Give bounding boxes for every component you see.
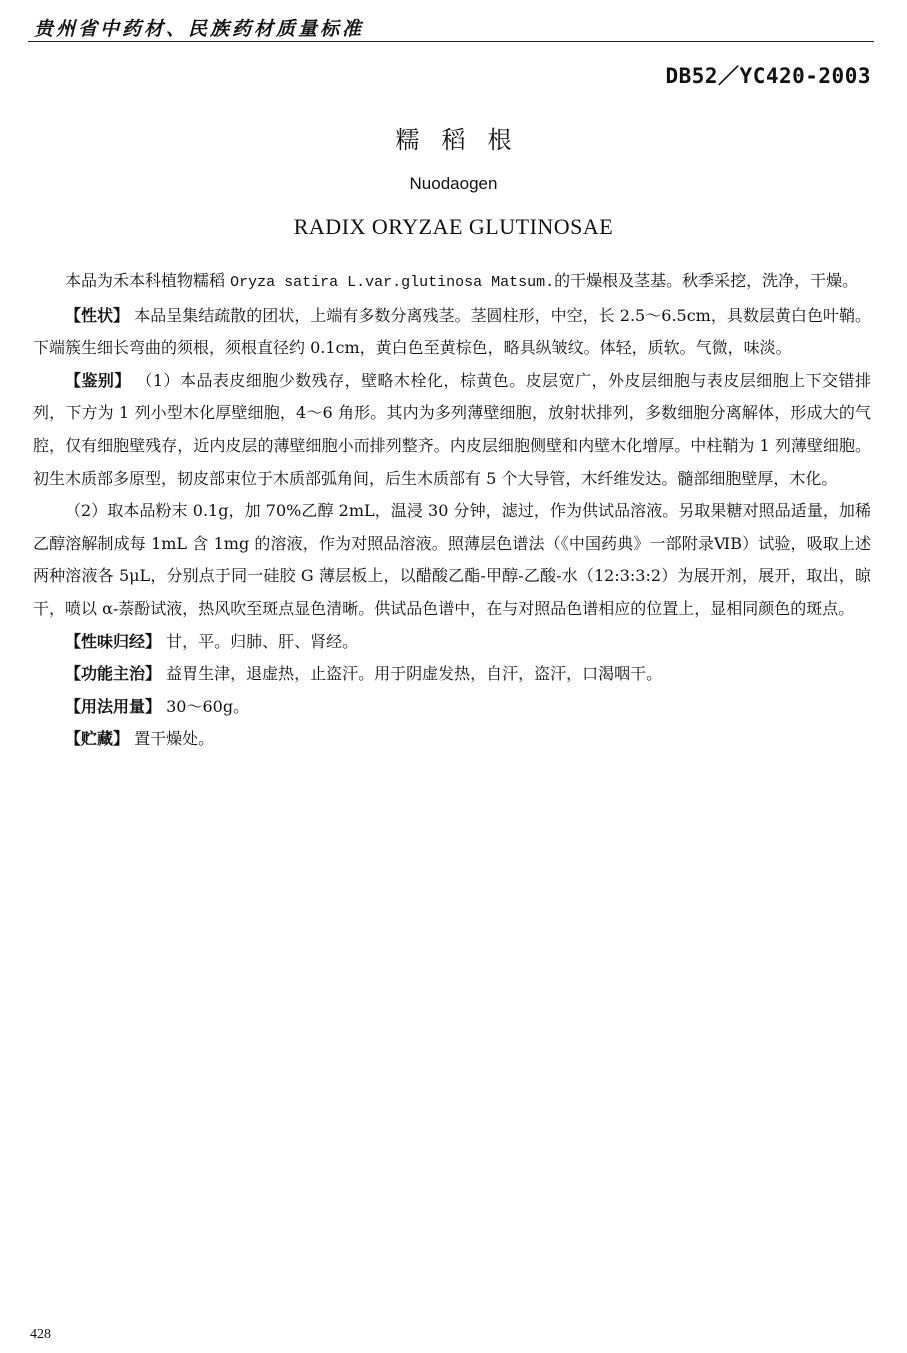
- identification-paragraph-2: [33, 495, 871, 625]
- running-header-title: 贵州省中药材、民族药材质量标准: [34, 18, 365, 40]
- characters-paragraph: [33, 300, 871, 365]
- nature-paragraph: [33, 626, 871, 659]
- dosage-text: 30～60g。: [161, 696, 250, 716]
- identification-text-1: （1）本品表皮细胞少数残存，壁略木栓化，棕黄色。皮层宽广，外皮层细胞与表皮层细胞上下交错排列，下方为 1 列小型木化厚壁细胞，4～6 角形。其内为多列薄壁细胞，放射状排列，多数细胞分离解体，形成大的气腔，仅有细胞壁残存，近内皮层的薄壁细胞小而排列整齐。内皮层细胞侧壁和内壁木化增厚。中柱鞘为 1 列薄壁细胞。初生木质部多原型，韧皮部束位于木质部弧角间，后生木质部有 5 个大导管，木纤维发达。髓部细胞壁厚，木化。: [33, 370, 871, 488]
- storage-text: 置干燥处。: [129, 729, 215, 749]
- nature-heading: 【性味归经】: [65, 631, 162, 651]
- intro-latin-name: Oryza satira L.var.glutinosa Matsum.: [230, 274, 555, 291]
- monograph-body: [33, 265, 871, 756]
- identification-paragraph-1: [33, 365, 871, 495]
- function-heading: 【功能主治】: [65, 664, 162, 684]
- title-chinese: 糯稻根: [395, 126, 534, 154]
- characters-heading: 【性状】: [65, 305, 130, 325]
- title-pinyin: Nuodaogen: [409, 174, 498, 193]
- characters-text: 本品呈集结疏散的团状，上端有多数分离残茎。茎圆柱形，中空，长 2.5～6.5cm，具数层黄白色叶鞘。下端簇生细长弯曲的须根，须根直径约 0.1cm，黄白色至黄棕色，略具纵皱纹。体轻，质软。气微，味淡。: [33, 305, 871, 358]
- intro-paragraph: [33, 265, 871, 300]
- title-latin: RADIX ORYZAE GLUTINOSAE: [293, 214, 614, 239]
- storage-heading: 【贮藏】: [65, 729, 130, 749]
- storage-paragraph: [33, 723, 871, 756]
- page-number: 428: [30, 1327, 51, 1342]
- nature-text: 甘，平。归肺、肝、肾经。: [161, 631, 359, 651]
- dosage-paragraph: [33, 691, 871, 724]
- identification-text-2: （2）取本品粉末 0.1g，加 70%乙醇 2mL，温浸 30 分钟，滤过，作为供试品溶液。另取果糖对照品适量，加稀乙醇溶解制成每 1mL 含 1mg 的溶液，作为对照品溶液。照薄层色谱法（《中国药典》一部附录ⅥB）试验，吸取上述两种溶液各 5μL，分别点于同一硅胶 G 薄层板上，以醋酸乙酯-甲醇-乙酸-水（12:3:3:2）为展开剂，展开，取出，晾干，喷以 α-萘酚试液，热风吹至斑点显色清晰。供试品色谱中，在与对照品色谱相应的位置上，显相同颜色的斑点。: [33, 501, 871, 618]
- identification-heading: 【鉴别】: [65, 370, 131, 390]
- header-divider: [28, 41, 874, 42]
- standard-number: DB52／YC420-2003: [665, 64, 871, 88]
- function-text: 益胃生津，退虚热，止盗汗。用于阴虚发热，自汗，盗汗，口渴咽干。: [161, 664, 663, 684]
- function-paragraph: [33, 658, 871, 691]
- dosage-heading: 【用法用量】: [65, 696, 162, 716]
- intro-text-after: 的干燥根及茎基。秋季采挖，洗净，干燥。: [554, 271, 859, 290]
- intro-text-before: 本品为禾本科植物糯稻: [65, 271, 231, 290]
